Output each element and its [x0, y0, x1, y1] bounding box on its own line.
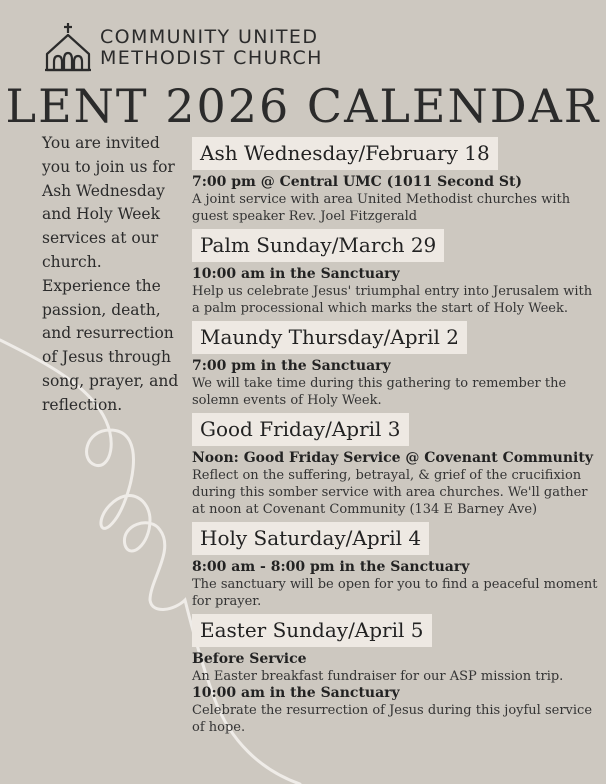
event-5	[192, 522, 602, 610]
event-time: Noon: Good Friday Service @ Covenant Community	[192, 450, 593, 466]
event-description: Help us celebrate Jesus' triumphal entry into Jerusalem with a palm processional which marks the start of Holy Week.	[192, 284, 593, 316]
event-description: Reflect on the suffering, betrayal, & grief of the crucifixion during this somber service with area churches. We'll gather at noon at Covenant Community (134 E Barney Ave)	[192, 468, 588, 517]
event-description: A joint service with area United Methodist churches with guest speaker Rev. Joel Fitzgerald	[192, 192, 571, 224]
event-heading: Easter Sunday/April 5	[192, 614, 432, 647]
church-name-line2: METHODIST CHURCH	[100, 47, 323, 69]
event-heading: Holy Saturday/April 4	[192, 522, 429, 555]
events-list	[192, 137, 602, 740]
event-description: The sanctuary will be open for you to find a peaceful moment for prayer.	[192, 577, 598, 609]
church-name-line1: COMMUNITY UNITED	[100, 26, 319, 48]
event-heading: Ash Wednesday/February 18	[192, 137, 498, 170]
event-heading: Palm Sunday/March 29	[192, 229, 444, 262]
event-description: Celebrate the resurrection of Jesus during this joyful service of hope.	[192, 703, 593, 735]
event-time: 7:00 pm @ Central UMC (1011 Second St)	[192, 174, 523, 190]
event-2	[192, 229, 602, 317]
church-icon	[44, 22, 94, 74]
church-header	[44, 22, 323, 74]
event-1	[192, 137, 602, 225]
event-time: 10:00 am in the Sanctuary	[192, 266, 400, 282]
event-4	[192, 413, 602, 518]
church-name	[100, 27, 323, 69]
intro-text: You are invited you to join us for Ash Wednesday and Holy Week services at our church. Experience the passion, death, and resurrection of Jesus through song, prayer, and reflection.	[42, 134, 179, 414]
event-description: We will take time during this gathering to remember the solemn events of Holy Week.	[192, 376, 567, 408]
event-heading: Good Friday/April 3	[192, 413, 409, 446]
event-time: 7:00 pm in the Sanctuary	[192, 358, 391, 374]
event-time: 10:00 am in the Sanctuary	[192, 685, 400, 701]
event-description: An Easter breakfast fundraiser for our ASP mission trip.	[192, 669, 564, 684]
event-3	[192, 321, 602, 409]
event-6	[192, 614, 602, 736]
event-heading: Maundy Thursday/April 2	[192, 321, 467, 354]
event-time: Before Service	[192, 651, 307, 667]
page-title: LENT 2026 CALENDAR	[5, 79, 601, 133]
event-time: 8:00 am - 8:00 pm in the Sanctuary	[192, 559, 470, 575]
